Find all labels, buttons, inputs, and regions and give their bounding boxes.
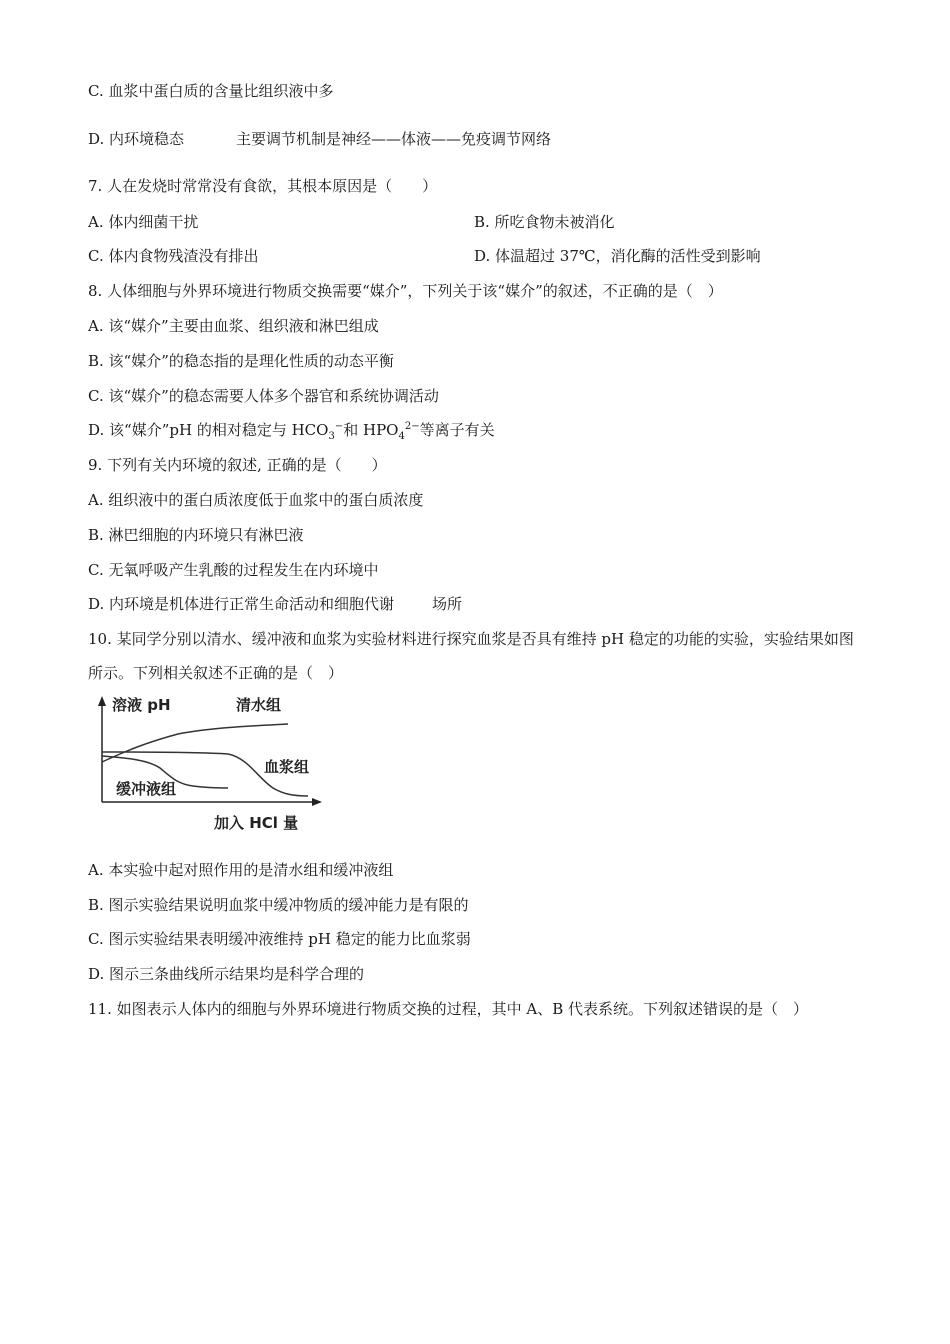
plasma-curve-label: 血浆组 [264, 758, 310, 776]
q9-option-d-part2: 场所 [432, 595, 463, 613]
q7-option-c: C. 体内食物残渣没有排出 [88, 247, 259, 265]
q8-hpo4-charge: 2− [404, 421, 420, 432]
q11-stem: 11. 如图表示人体内的细胞与外界环境进行物质交换的过程，其中 A、B 代表系统。下列叙述错误的是（ ） [88, 1000, 809, 1018]
q8-option-a: A. 该“媒介”主要由血浆、组织液和淋巴组成 [88, 317, 379, 335]
q8-option-d [88, 420, 495, 440]
q8-hco3-charge: − [334, 421, 344, 432]
water-curve-label: 清水组 [236, 696, 282, 714]
q8-option-d-post: 等离子有关 [419, 421, 495, 439]
water-curve [102, 724, 288, 762]
q8-option-c: C. 该“媒介”的稳态需要人体多个器官和系统协调活动 [88, 387, 439, 405]
q9-option-d [88, 594, 462, 614]
q6-option-d [88, 129, 551, 149]
q7-stem: 7. 人在发烧时常常没有食欲，其根本原因是（ ） [88, 177, 438, 195]
q10-option-a: A. 本实验中起对照作用的是清水组和缓冲液组 [88, 861, 394, 879]
q8-stem: 8. 人体细胞与外界环境进行物质交换需要“媒介”，下列关于该“媒介”的叙述，不正确的是（ ） [88, 282, 723, 300]
q8-hco3-subscript: 3 [328, 431, 335, 442]
q9-option-c: C. 无氧呼吸产生乳酸的过程发生在内环境中 [88, 561, 379, 579]
q8-option-d-mid: 和 HPO [343, 421, 399, 439]
x-axis-arrow [312, 798, 322, 806]
q9-option-a: A. 组织液中的蛋白质浓度低于血浆中的蛋白质浓度 [88, 491, 424, 509]
q6-option-d-part2: 主要调节机制是神经——体液——免疫调节网络 [236, 130, 552, 148]
y-axis-label: 溶液 pH [112, 696, 171, 714]
q6-option-c: C. 血浆中蛋白质的含量比组织液中多 [88, 82, 334, 100]
q10-option-d: D. 图示三条曲线所示结果均是科学合理的 [88, 965, 365, 983]
q9-option-b: B. 淋巴细胞的内环境只有淋巴液 [88, 526, 304, 544]
q7-option-b: B. 所吃食物未被消化 [474, 213, 615, 231]
x-axis-label: 加入 HCl 量 [214, 814, 299, 832]
q8-option-b: B. 该“媒介”的稳态指的是理化性质的动态平衡 [88, 352, 394, 370]
y-axis-arrow [98, 696, 106, 706]
q7-option-d: D. 体温超过 37℃，消化酶的活性受到影响 [474, 247, 761, 265]
q10-option-b: B. 图示实验结果说明血浆中缓冲物质的缓冲能力是有限的 [88, 896, 469, 914]
buffer-curve-label: 缓冲液组 [116, 780, 177, 798]
q8-hpo4-subscript: 4 [398, 431, 405, 442]
q9-stem: 9. 下列有关内环境的叙述, 正确的是（ ） [88, 456, 387, 474]
ph-experiment-figure [88, 688, 328, 838]
q8-option-d-pre: D. 该“媒介”pH 的相对稳定与 HCO [88, 421, 329, 439]
q7-option-a: A. 体内细菌干扰 [88, 213, 199, 231]
q10-option-c: C. 图示实验结果表明缓冲液维持 pH 稳定的能力比血浆弱 [88, 930, 471, 948]
q10-stem: 10. 某同学分别以清水、缓冲液和血浆为实验材料进行探究血浆是否具有维持 pH 稳定的功能的实验，实验结果如图所示。下列相关叙述不正确的是（ ） [88, 630, 854, 682]
q6-option-d-part1: D. 内环境稳态 [88, 130, 185, 148]
q9-option-d-part1: D. 内环境是机体进行正常生命活动和细胞代谢 [88, 595, 395, 613]
